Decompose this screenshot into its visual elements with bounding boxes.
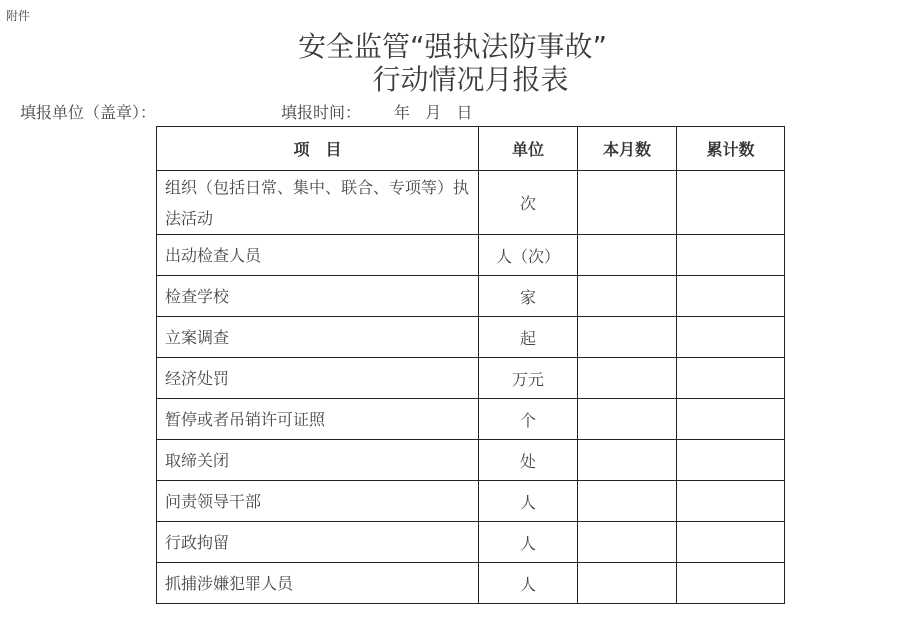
row-this-month-cell[interactable] [578,276,677,317]
title-line-2: 行动情况月报表 [372,63,569,96]
row-item: 经济处罚 [157,358,479,399]
table-row [157,481,785,522]
row-cumulative-cell[interactable] [677,171,785,235]
row-item: 出动检查人员 [157,235,479,276]
row-cumulative-cell[interactable] [677,399,785,440]
header-unit: 单位 [479,127,578,171]
row-this-month-cell[interactable] [578,440,677,481]
row-item: 行政拘留 [157,522,479,563]
row-unit: 次 [479,171,578,235]
attachment-label: 附件 [6,9,31,23]
row-unit: 人（次） [479,235,578,276]
row-this-month-cell[interactable] [578,317,677,358]
row-item: 取缔关闭 [157,440,479,481]
row-this-month-cell[interactable] [578,399,677,440]
row-unit: 人 [479,563,578,604]
row-unit: 起 [479,317,578,358]
table-row [157,563,785,604]
table-row [157,235,785,276]
table-row [157,276,785,317]
header-this-month: 本月数 [578,127,677,171]
row-this-month-cell[interactable] [578,522,677,563]
row-cumulative-cell[interactable] [677,522,785,563]
row-item: 检查学校 [157,276,479,317]
table-header-row [157,127,785,171]
header-item: 项 目 [157,127,479,171]
row-item: 立案调查 [157,317,479,358]
row-cumulative-cell[interactable] [677,317,785,358]
table-row [157,399,785,440]
page-title [0,30,905,96]
table-row [157,522,785,563]
row-cumulative-cell[interactable] [677,235,785,276]
row-item: 组织（包括日常、集中、联合、专项等）执法活动 [157,171,479,235]
row-unit: 处 [479,440,578,481]
row-this-month-cell[interactable] [578,481,677,522]
table-row [157,317,785,358]
row-cumulative-cell[interactable] [677,481,785,522]
row-cumulative-cell[interactable] [677,276,785,317]
row-this-month-cell[interactable] [578,235,677,276]
row-unit: 家 [479,276,578,317]
row-item: 抓捕涉嫌犯罪人员 [157,563,479,604]
header-cumulative: 累计数 [677,127,785,171]
reporting-date-placeholder: 年 月 日 [394,103,473,122]
row-item: 问责领导干部 [157,481,479,522]
reporting-unit-label: 填报单位（盖章）： [20,103,157,122]
table-row [157,440,785,481]
row-unit: 人 [479,522,578,563]
table-row [157,171,785,235]
row-unit: 万元 [479,358,578,399]
title-line-1: 安全监管“强执法防事故” [297,30,607,63]
row-this-month-cell[interactable] [578,358,677,399]
row-cumulative-cell[interactable] [677,563,785,604]
row-this-month-cell[interactable] [578,171,677,235]
row-unit: 人 [479,481,578,522]
reporting-time-label: 填报时间： [281,103,362,122]
row-item: 暂停或者吊销许可证照 [157,399,479,440]
row-cumulative-cell[interactable] [677,440,785,481]
row-cumulative-cell[interactable] [677,358,785,399]
row-unit: 个 [479,399,578,440]
monthly-report-table [156,126,785,604]
table-row [157,358,785,399]
row-this-month-cell[interactable] [578,563,677,604]
